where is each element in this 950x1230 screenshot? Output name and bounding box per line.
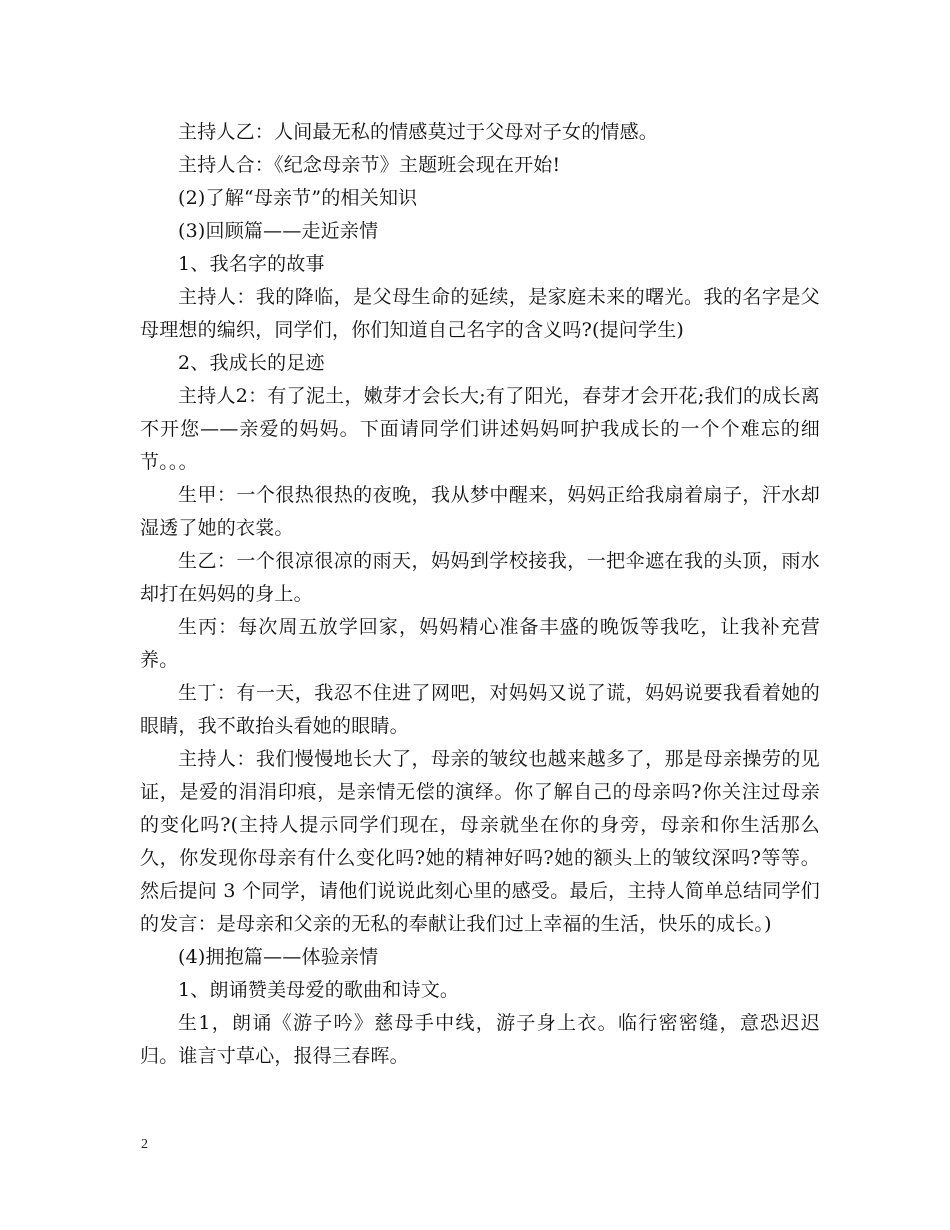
document-body — [140, 116, 820, 1073]
paragraph-item-name-story: 1、我名字的故事 — [178, 253, 325, 275]
paragraph-section-2: (2)了解“母亲节”的相关知识 — [178, 187, 418, 209]
paragraph-host-b-intro: 主持人乙：人间最无私的情感莫过于父母对子女的情感。 — [178, 121, 659, 143]
paragraph-student-c: 生丙：每次周五放学回家，妈妈精心准备丰盛的晚饭等我吃，让我补充营养。 — [140, 616, 820, 671]
paragraph-item-growth: 2、我成长的足迹 — [178, 352, 325, 374]
paragraph-section-4: (4)拥抱篇——体验亲情 — [178, 946, 379, 968]
page-number: 2 — [141, 1137, 148, 1152]
paragraph-item-recite: 1、朗诵赞美母爱的歌曲和诗文。 — [178, 979, 460, 1001]
paragraph-host-name: 主持人：我的降临，是父母生命的延续，是家庭未来的曙光。我的名字是父母理想的编织，同学们，你们知道自己名字的含义吗?(提问学生) — [140, 286, 820, 341]
paragraph-student-d: 生丁：有一天，我忍不住进了网吧，对妈妈又说了谎，妈妈说要我看着她的眼睛，我不敢抬头看她的眼睛。 — [140, 682, 820, 737]
paragraph-student-b: 生乙：一个很凉很凉的雨天，妈妈到学校接我，一把伞遮在我的头顶，雨水却打在妈妈的身上。 — [140, 550, 820, 605]
paragraph-host-2: 主持人2：有了泥土，嫩芽才会长大;有了阳光，春芽才会开花;我们的成长离不开您——亲爱的妈妈。下面请同学们讲述妈妈呵护我成长的一个个难忘的细节。。。 — [140, 385, 820, 473]
paragraph-section-3: (3)回顾篇——走近亲情 — [178, 220, 379, 242]
paragraph-host-reflection: 主持人：我们慢慢地长大了，母亲的皱纹也越来越多了，那是母亲操劳的见证，是爱的涓涓印痕，是亲情无偿的演绎。你了解自己的母亲吗?你关注过母亲的变化吗?(主持人提示同学们现在，母亲就坐在你的身旁，母亲和你生活那么久，你发现你母亲有什么变化吗?她的精神好吗?她的额头上的皱纹深吗?等等。然后提问 3 个同学，请他们说说此刻心里的感受。最后，主持人简单总结同学们的发言：是母亲和父亲的无私的奉献让我们过上幸福的生活，快乐的成长。) — [140, 748, 820, 935]
paragraph-student-a: 生甲：一个很热很热的夜晚，我从梦中醒来，妈妈正给我扇着扇子，汗水却湿透了她的衣裳。 — [140, 484, 820, 539]
paragraph-student-1-poem: 生1，朗诵《游子吟》慈母手中线，游子身上衣。临行密密缝，意恐迟迟归。谁言寸草心，报得三春晖。 — [140, 1012, 820, 1067]
paragraph-host-together: 主持人合：《纪念母亲节》主题班会现在开始! — [178, 154, 561, 176]
